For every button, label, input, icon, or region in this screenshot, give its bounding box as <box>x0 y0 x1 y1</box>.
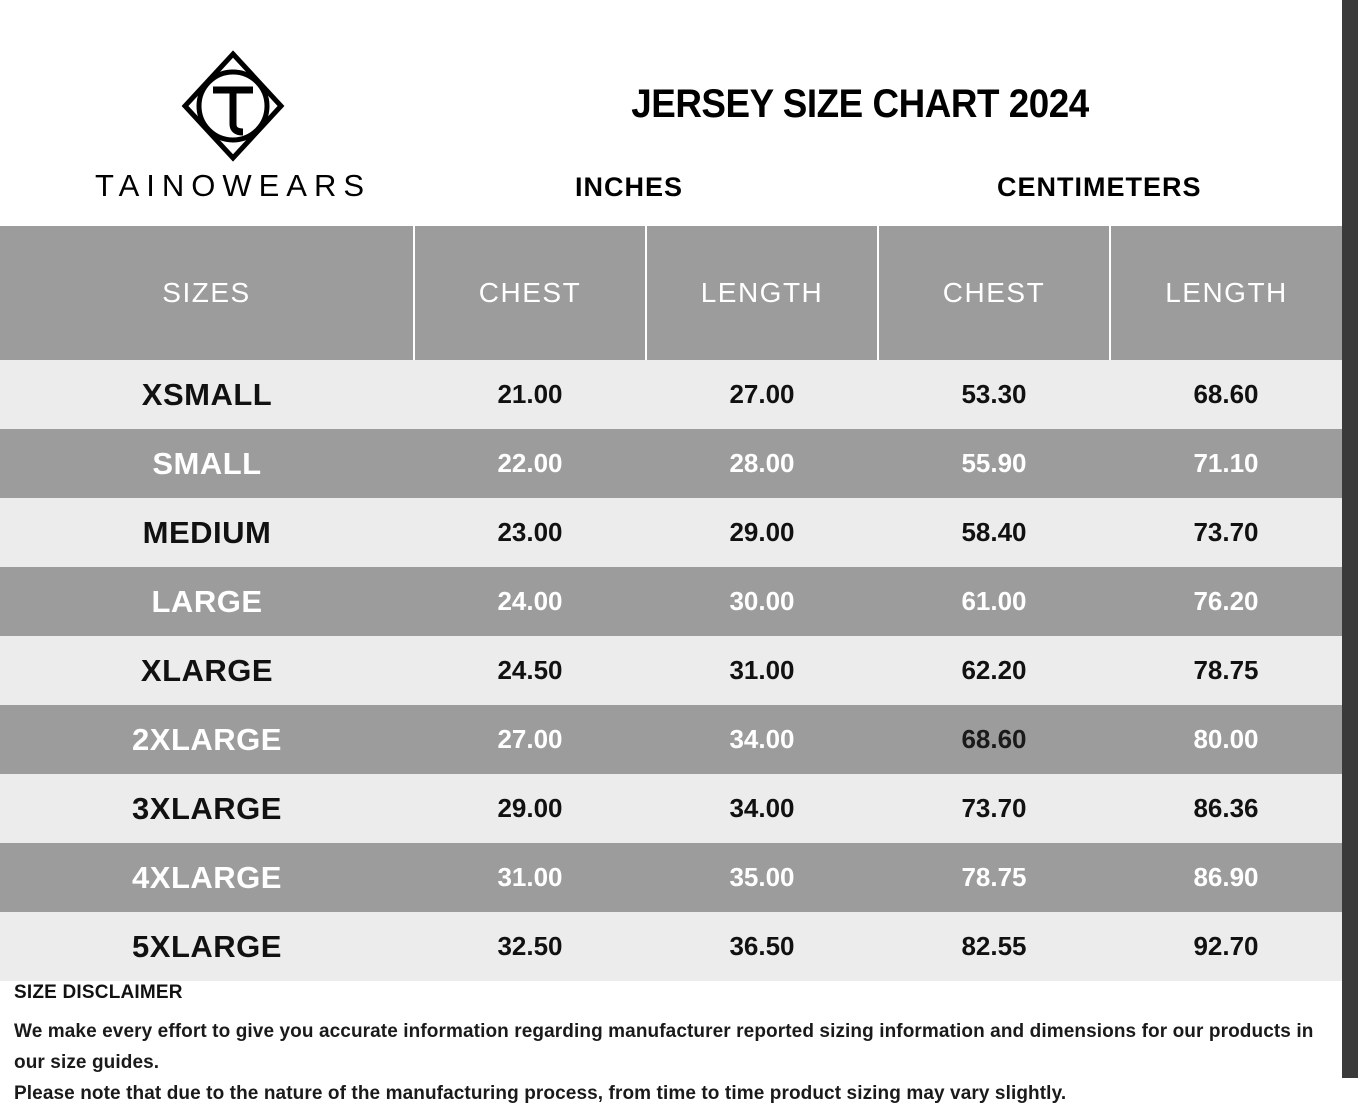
table-row <box>0 912 1342 981</box>
brand-name: TAINOWEARS <box>94 168 372 203</box>
cell-cm-length: 73.70 <box>1193 517 1259 547</box>
cell-size: XLARGE <box>140 652 274 688</box>
cell-inches-length: 28.00 <box>729 448 795 478</box>
disclaimer-title: SIZE DISCLAIMER <box>14 982 183 1003</box>
cell-inches-chest: 24.50 <box>497 655 563 685</box>
cell-cm-chest: 53.30 <box>961 379 1027 409</box>
table-row <box>0 705 1342 774</box>
cell-cm-chest: 58.40 <box>961 517 1027 547</box>
table-row <box>0 498 1342 567</box>
table-row <box>0 429 1342 498</box>
chart-header <box>0 0 1342 226</box>
table-row <box>0 567 1342 636</box>
cell-cm-length: 68.60 <box>1193 379 1259 409</box>
cell-size: 4XLARGE <box>132 859 282 895</box>
cell-size: 2XLARGE <box>132 721 282 757</box>
cell-inches-length: 31.00 <box>729 655 795 685</box>
cell-inches-chest: 29.00 <box>497 793 563 823</box>
cell-cm-length: 92.70 <box>1193 931 1259 961</box>
cell-inches-chest: 22.00 <box>497 448 563 478</box>
column-header-cm-chest: CHEST <box>878 226 1110 360</box>
cell-cm-length: 86.90 <box>1193 862 1259 892</box>
cell-cm-length: 76.20 <box>1193 586 1259 616</box>
brand-block <box>78 50 388 204</box>
cell-cm-chest: 82.55 <box>961 931 1027 961</box>
column-header-cm-length: LENGTH <box>1110 226 1342 360</box>
cell-cm-chest: 78.75 <box>961 862 1027 892</box>
size-disclaimer <box>14 982 1334 1109</box>
cell-cm-length: 78.75 <box>1193 655 1259 685</box>
diamond-t-monogram-icon <box>177 50 289 162</box>
cell-cm-chest: 61.00 <box>961 586 1027 616</box>
cell-cm-chest: 55.90 <box>961 448 1027 478</box>
cell-size: SMALL <box>152 445 262 481</box>
unit-group-inches: INCHES <box>575 172 684 202</box>
disclaimer-line-2: Please note that due to the nature of the manufacturing process, from time to time product sizing may vary slightly. <box>14 1083 1067 1104</box>
cell-cm-length: 80.00 <box>1193 724 1259 754</box>
disclaimer-line-1: We make every effort to give you accurate information regarding manufacturer reported sizing information and dimensions for our products in our size guides. <box>14 1021 1314 1073</box>
cell-inches-length: 36.50 <box>729 931 795 961</box>
cell-inches-chest: 24.00 <box>497 586 563 616</box>
cell-inches-chest: 21.00 <box>497 379 563 409</box>
cell-cm-chest: 73.70 <box>961 793 1027 823</box>
column-header-inches-length: LENGTH <box>646 226 878 360</box>
cell-cm-chest: 68.60 <box>961 724 1027 754</box>
cell-size: XSMALL <box>141 376 273 412</box>
size-table <box>0 226 1342 981</box>
cell-inches-length: 27.00 <box>729 379 795 409</box>
cell-inches-chest: 27.00 <box>497 724 563 754</box>
page-edge-strip <box>1342 0 1358 1078</box>
table-row <box>0 636 1342 705</box>
cell-inches-length: 30.00 <box>729 586 795 616</box>
unit-group-centimeters: CENTIMETERS <box>997 172 1202 202</box>
cell-cm-length: 71.10 <box>1193 448 1259 478</box>
table-row <box>0 360 1342 429</box>
cell-inches-chest: 31.00 <box>497 862 563 892</box>
table-row <box>0 843 1342 912</box>
cell-size: 5XLARGE <box>132 928 282 964</box>
cell-size: 3XLARGE <box>132 790 282 826</box>
cell-inches-length: 34.00 <box>729 724 795 754</box>
cell-inches-chest: 23.00 <box>497 517 563 547</box>
table-header-row <box>0 226 1342 360</box>
page-title: JERSEY SIZE CHART 2024 <box>631 82 1089 126</box>
cell-cm-length: 86.36 <box>1193 793 1259 823</box>
column-header-sizes: SIZES <box>0 226 414 360</box>
cell-size: LARGE <box>151 583 263 619</box>
cell-inches-length: 35.00 <box>729 862 795 892</box>
column-header-inches-chest: CHEST <box>414 226 646 360</box>
cell-inches-length: 29.00 <box>729 517 795 547</box>
cell-inches-chest: 32.50 <box>497 931 563 961</box>
cell-cm-chest: 62.20 <box>961 655 1027 685</box>
cell-size: MEDIUM <box>142 514 272 550</box>
table-row <box>0 774 1342 843</box>
cell-inches-length: 34.00 <box>729 793 795 823</box>
